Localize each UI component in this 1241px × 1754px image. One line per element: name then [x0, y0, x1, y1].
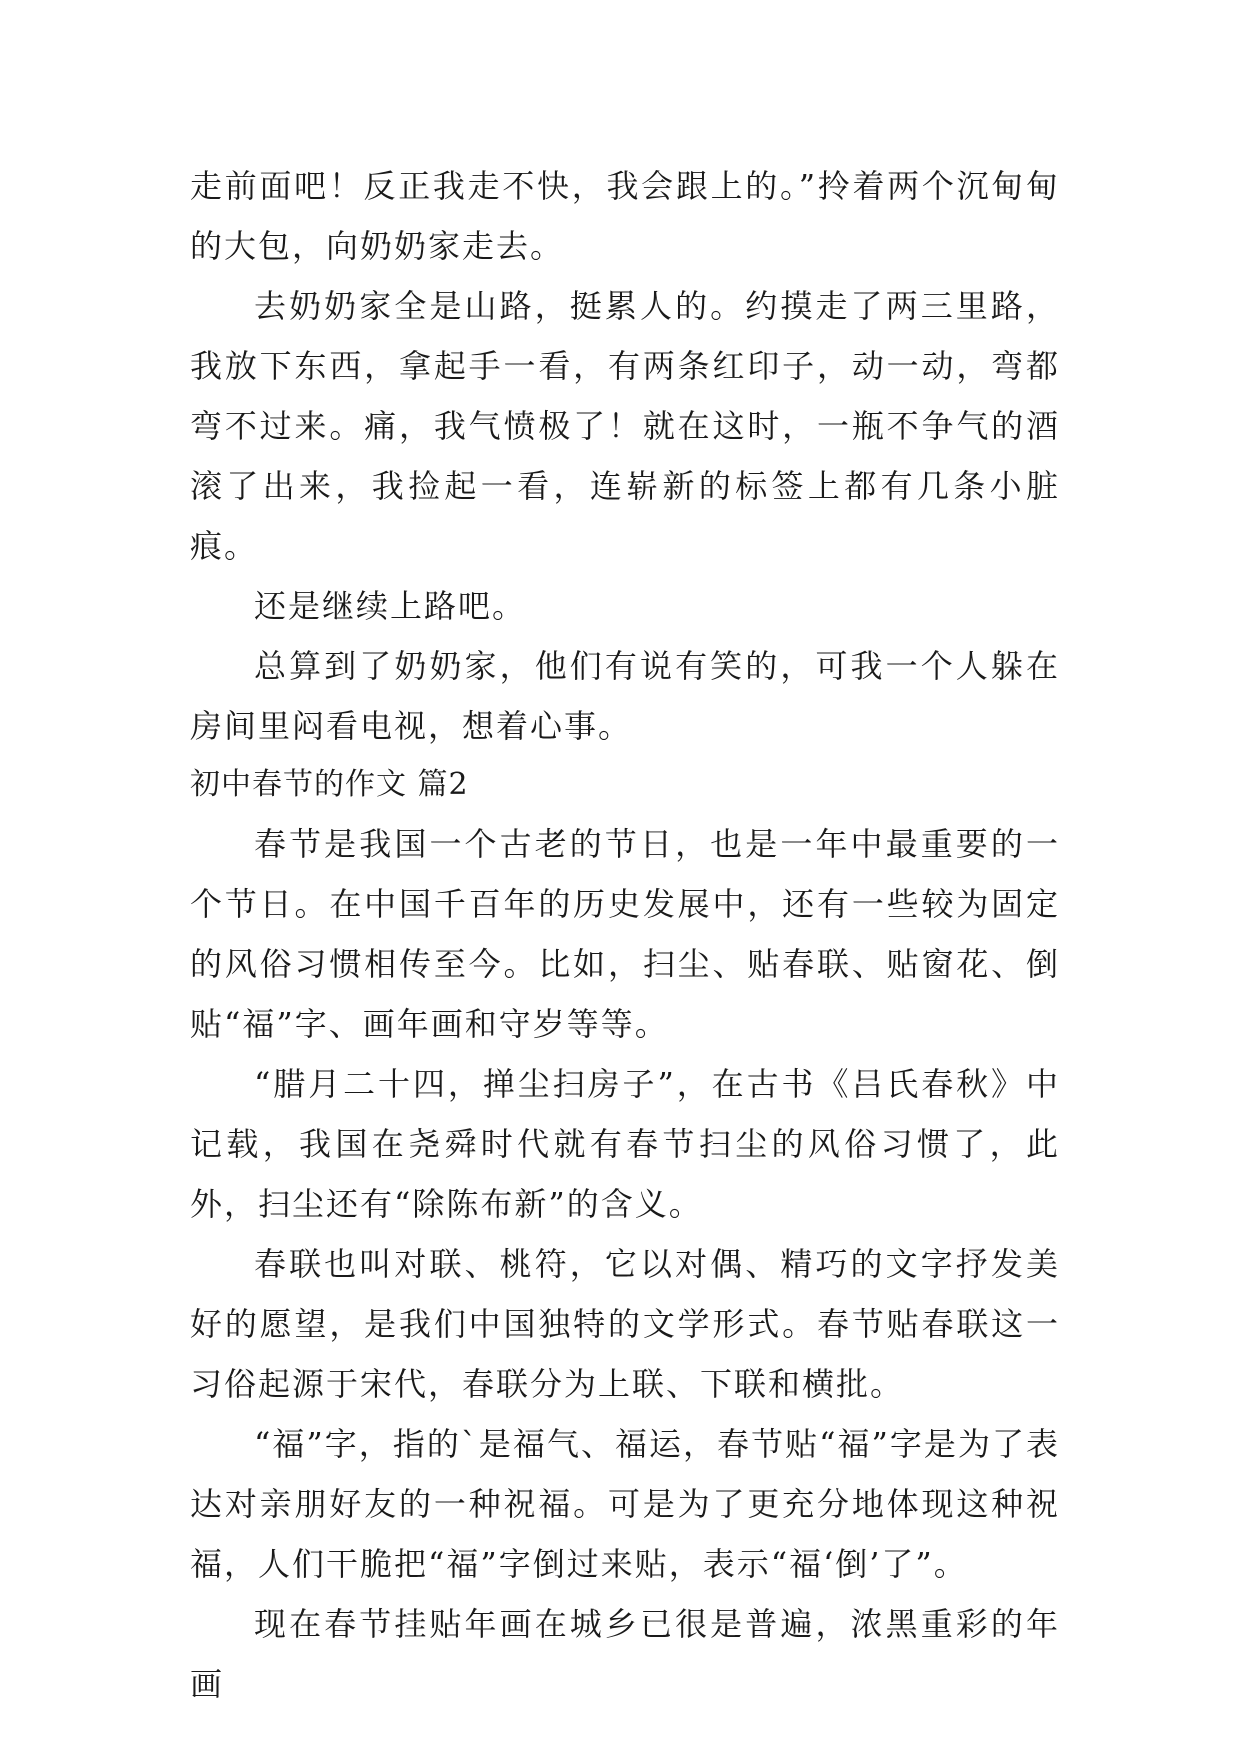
- document-page: [190, 156, 1060, 1714]
- paragraph: 总算到了奶奶家，他们有说有笑的，可我一个人躲在房间里闷看电视，想着心事。: [190, 647, 1060, 745]
- paragraph: 还是继续上路吧。: [254, 587, 527, 625]
- paragraph: 去奶奶家全是山路，挺累人的。约摸走了两三里路，我放下东西，拿起手一看，有两条红印子，动一动，弯都弯不过来。痛，我气愤极了！就在这时，一瓶不争气的酒滚了出来，我捡起一看，连崭新的标签上都有几条小脏痕。: [190, 287, 1060, 565]
- section-heading: 初中春节的作文 篇2: [190, 767, 469, 802]
- paragraph: 走前面吧！反正我走不快，我会跟上的。”拎着两个沉甸甸的大包，向奶奶家走去。: [190, 167, 1060, 265]
- paragraph: 春节是我国一个古老的节日，也是一年中最重要的一个节日。在中国千百年的历史发展中，还有一些较为固定的风俗习惯相传至今。比如，扫尘、贴春联、贴窗花、倒贴“福”字、画年画和守岁等等。: [190, 825, 1060, 1043]
- paragraph: 春联也叫对联、桃符，它以对偶、精巧的文字抒发美好的愿望，是我们中国独特的文学形式。春节贴春联这一习俗起源于宋代，春联分为上联、下联和横批。: [190, 1245, 1060, 1403]
- paragraph: 现在春节挂贴年画在城乡已很是普遍，浓黑重彩的年画: [190, 1605, 1060, 1703]
- paragraph: “腊月二十四，掸尘扫房子”，在古书《吕氏春秋》中记载，我国在尧舜时代就有春节扫尘的风俗习惯了，此外，扫尘还有“除陈布新”的含义。: [190, 1065, 1060, 1223]
- paragraph: “福”字，指的`是福气、福运，春节贴“福”字是为了表达对亲朋好友的一种祝福。可是为了更充分地体现这种祝福，人们干脆把“福”字倒过来贴，表示“福‘倒’了”。: [190, 1425, 1060, 1583]
